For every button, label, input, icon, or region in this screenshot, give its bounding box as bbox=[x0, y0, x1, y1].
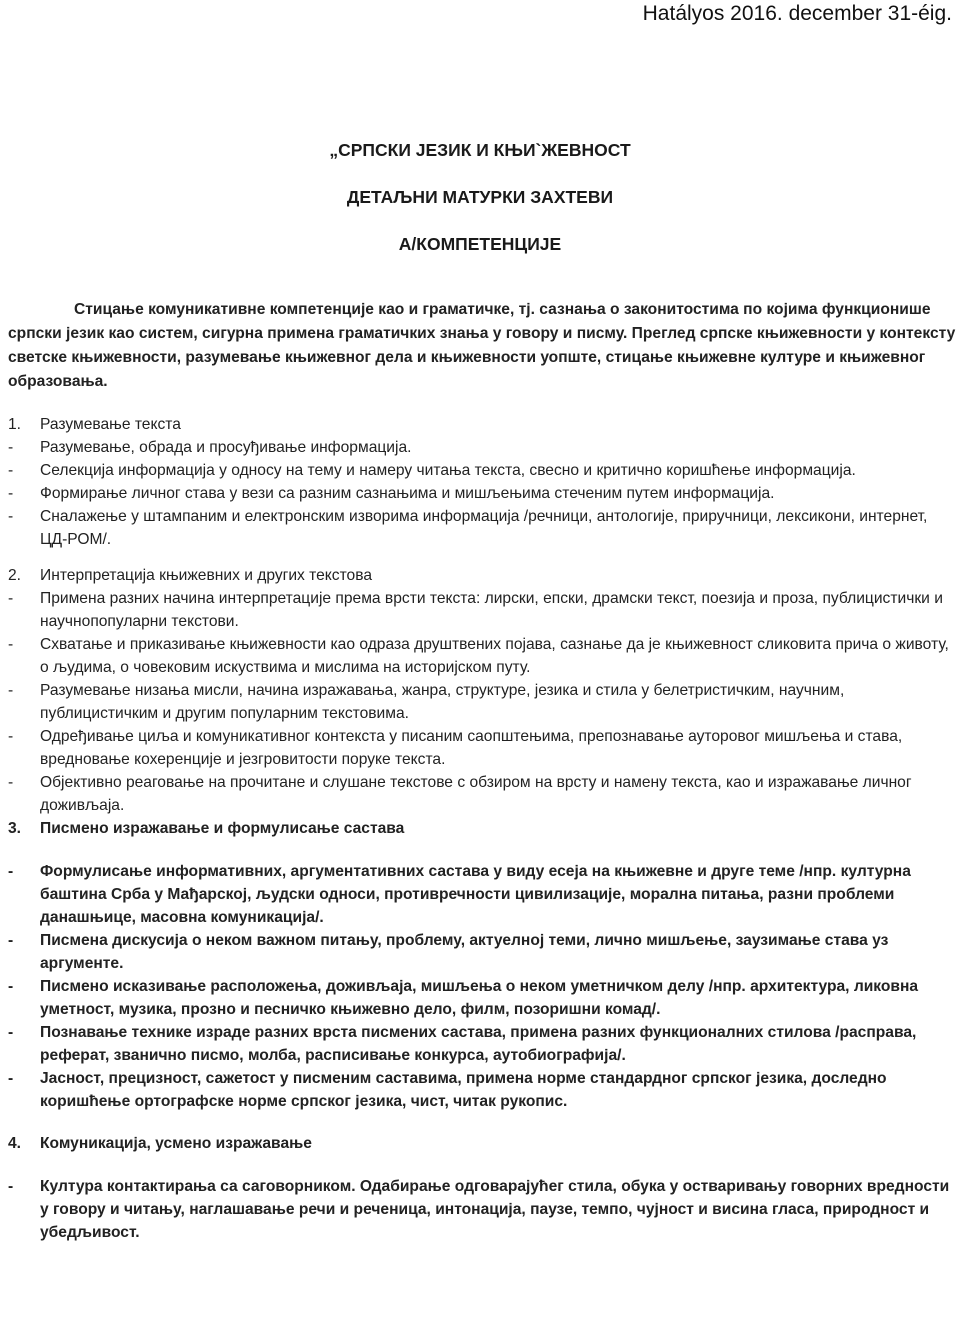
list-item: - Одређивање циља и комуникативног контекста у писаним саопштењима, препознавање ауторовог мишљења и става, вредновање кохеренције и језгровитости поруке текста. bbox=[8, 725, 956, 771]
validity-note: Hatályos 2016. december 31-éig. bbox=[642, 2, 952, 25]
competences-heading: А/КОМПЕТЕНЦИЈЕ bbox=[398, 234, 562, 254]
list-item: - Примена разних начина интерпретације према врсти текста: лирски, епски, драмски текст, поезија и проза, публицистички и научнопопуларни текстови. bbox=[8, 587, 956, 633]
list-item: - Селекција информација у односу на тему и намеру читања текста, свесно и критично коришћење информација. bbox=[8, 459, 956, 482]
section-written-expression bbox=[8, 817, 956, 1113]
section-items bbox=[8, 1175, 956, 1244]
section-communication bbox=[8, 1132, 956, 1244]
list-item-text: Формулисање информативних, аргументативних састава у виду есеја на књижевне и друге теме /нпр. културна баштина Срба у Мађарској, људски односи, противречности цивилизације, морална питања, разни проблеми данашњице, масовна комуникација/. bbox=[40, 863, 911, 926]
section-title: Интерпретација књижевних и других текстова bbox=[40, 567, 373, 584]
list-item-text: Сналажење у штампаним и електронским изворима информација /речници, антологије, приручници, лексикони, интернет, ЦД-РОМ/. bbox=[40, 508, 928, 548]
list-item-text: Формирање личног става у вези са разним сазнањима и мишљењима стеченим путем информација. bbox=[40, 485, 775, 502]
section-heading bbox=[8, 413, 956, 436]
list-item-text: Писмена дискусија о неком важном питању, проблему, актуелној теми, лично мишљење, заузимање става уз аргументе. bbox=[40, 932, 889, 972]
intro-text: Стицање комуникативне компетенције као и граматичке, тј. сазнања о законитостима по којима функционише српски језик као систем, сигурна примена граматичких знања у говору и писму. Преглед српске књижевности у контексту светске књижевности, разумевање књижевног дела и књижевности уопште, стицање књижевне културе и књижевног образовања. bbox=[8, 301, 956, 390]
list-item: - Разумевање, обрада и просуђивање информација. bbox=[8, 436, 956, 459]
section-heading bbox=[8, 564, 956, 587]
list-item: - Разумевање низања мисли, начина изражавања, жанра, структуре, језика и стила у белетристичким, научним, публицистичким и другим популарним текстовима. bbox=[8, 679, 956, 725]
section-title: Писмено изражавање и формулисање састава bbox=[40, 820, 405, 837]
section-heading bbox=[8, 1132, 956, 1155]
list-item-text: Објективно реаговање на прочитане и слушане текстове с обзиром на врсту и намену текста, као и изражавање личног доживљаја. bbox=[40, 774, 912, 814]
list-item: - Култура контактирања са саговорником. Одабирање одговарајућег стила, обука у остваривању говорних вредности у говору и читању, наглашавање речи и реченица, интонација, паузе, темпо, чујност и висина гласа, природност и убедљивост. bbox=[8, 1175, 956, 1244]
section-number: 3. bbox=[8, 820, 22, 837]
section-items bbox=[8, 436, 956, 551]
document-title: „СРПСКИ ЈЕЗИК И КЊИ`ЖЕВНОСТ bbox=[329, 140, 631, 160]
section-items bbox=[8, 587, 956, 817]
list-item: - Формирање личног става у вези са разним сазнањима и мишљењима стеченим путем информација. bbox=[8, 482, 956, 505]
section-number: 1. bbox=[8, 416, 22, 433]
list-item-text: Одређивање циља и комуникативног контекста у писаним саопштењима, препознавање ауторовог мишљења и става, вредновање кохеренције и језгровитости поруке текста. bbox=[40, 728, 903, 768]
list-item-text: Разумевање низања мисли, начина изражавања, жанра, структуре, језика и стила у белетристичким, научним, публицистичким и другим популарним текстовима. bbox=[40, 682, 845, 722]
list-item-text: Схватање и приказивање књижевности као одраза друштвених појава, сазнање да је књижевност сликовита прича о животу, о људима, о човековим искуствима и мислима на историјском путу. bbox=[40, 636, 949, 676]
section-number: 2. bbox=[8, 567, 22, 584]
requirements-body bbox=[8, 413, 956, 1244]
section-reading-comprehension bbox=[8, 413, 956, 551]
list-item-text: Познавање технике израде разних врста писмених састава, примена разних функционалних стилова /расправа, реферат, званично писмо, молба, расписивање конкурса, аутобиографија/. bbox=[40, 1024, 917, 1064]
list-item-text: Селекција информација у односу на тему и намеру читања текста, свесно и критично коришћење информација. bbox=[40, 462, 856, 479]
list-item-text: Писмено исказивање расположења, доживљаја, мишљења о неком уметничком делу /нпр. архитектура, ликовна уметност, музика, прозно и песничко књижевно дело, филм, позоришни комад/. bbox=[40, 978, 919, 1018]
section-title: Разумевање текста bbox=[40, 416, 181, 433]
section-items bbox=[8, 860, 956, 1113]
list-item: - Формулисање информативних, аргументативних састава у виду есеја на књижевне и друге теме /нпр. културна баштина Срба у Мађарској, људски односи, противречности цивилизације, морална питања, разни проблеми данашњице, масовна комуникација/. bbox=[8, 860, 956, 929]
list-item-text: Разумевање, обрада и просуђивање информација. bbox=[40, 439, 412, 456]
list-item-text: Примена разних начина интерпретације према врсти текста: лирски, епски, драмски текст, поезија и проза, публицистички и научнопопуларни текстови. bbox=[40, 590, 943, 630]
list-item: - Схватање и приказивање књижевности као одраза друштвених појава, сазнање да је књижевност сликовита прича о животу, о људима, о човековим искуствима и мислима на историјском путу. bbox=[8, 633, 956, 679]
list-item: - Објективно реаговање на прочитане и слушане текстове с обзиром на врсту и намену текста, као и изражавање личног доживљаја. bbox=[8, 771, 956, 817]
section-interpretation bbox=[8, 564, 956, 817]
section-title: Комуникација, усмено изражавање bbox=[40, 1135, 312, 1152]
list-item: - Сналажење у штампаним и електронским изворима информација /речници, антологије, приручници, лексикони, интернет, ЦД-РОМ/. bbox=[8, 505, 956, 551]
section-number: 4. bbox=[8, 1135, 22, 1152]
list-item-text: Јасност, прецизност, сажетост у писменим саставима, примена норме стандардног српског језика, доследно коришћење ортографске норме српског језика, чист, читак рукопис. bbox=[40, 1070, 887, 1110]
section-heading bbox=[8, 817, 956, 840]
list-item: - Познавање технике израде разних врста писмених састава, примена разних функционалних стилова /расправа, реферат, званично писмо, молба, расписивање конкурса, аутобиографија/. bbox=[8, 1021, 956, 1067]
list-item: - Писмена дискусија о неком важном питању, проблему, актуелној теми, лично мишљење, заузимање става уз аргументе. bbox=[8, 929, 956, 975]
intro-paragraph bbox=[8, 298, 956, 394]
list-item-text: Култура контактирања са саговорником. Одабирање одговарајућег стила, обука у остваривању говорних вредности у говору и читању, наглашавање речи и реченица, интонација, паузе, темпо, чујност и висина гласа, природност и убедљивост. bbox=[40, 1178, 950, 1241]
document-subtitle: ДЕТАЉНИ МАТУРКИ ЗАХТЕВИ bbox=[346, 187, 614, 207]
list-item: - Јасност, прецизност, сажетост у писменим саставима, примена норме стандардног српског језика, доследно коришћење ортографске норме српског језика, чист, читак рукопис. bbox=[8, 1067, 956, 1113]
list-item: - Писмено исказивање расположења, доживљаја, мишљења о неком уметничком делу /нпр. архитектура, ликовна уметност, музика, прозно и песничко књижевно дело, филм, позоришни комад/. bbox=[8, 975, 956, 1021]
